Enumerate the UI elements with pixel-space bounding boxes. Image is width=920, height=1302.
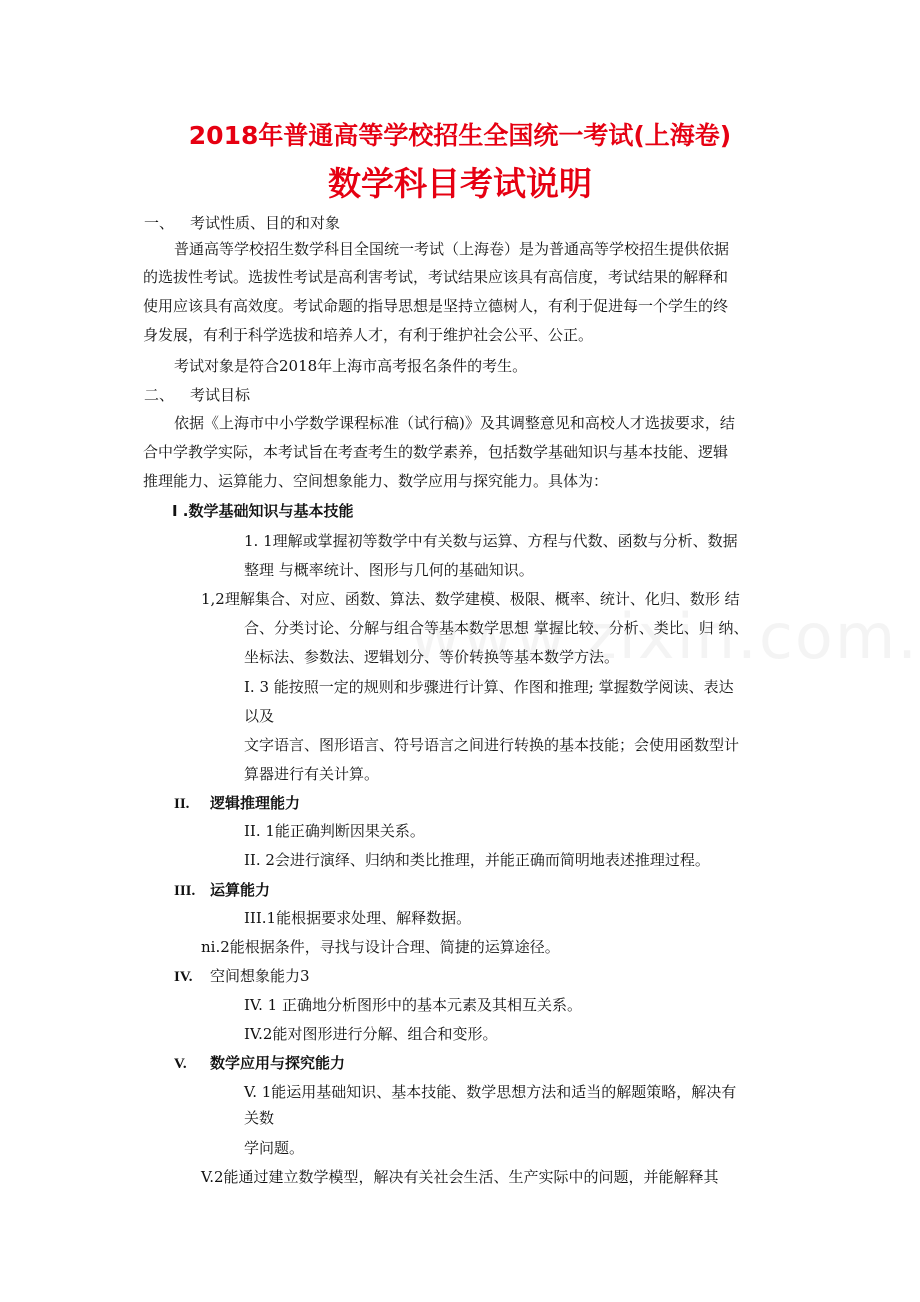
goal-number: IV.	[174, 969, 193, 985]
goal-4-heading	[174, 965, 310, 988]
section-title: 考试目标	[190, 386, 251, 404]
goal-item-line: IV. 1 正确地分析图形中的基本元素及其相互关系。	[244, 996, 582, 1014]
goal-item-line: 文字语言、图形语言、符号语言之间进行转换的基本技能；会使用函数型计	[244, 736, 740, 754]
paragraph-line: 推理能力、运算能力、空间想象能力、数学应用与探究能力。具体为：	[143, 472, 609, 490]
goal-item-line: 算器进行有关计算。	[244, 765, 380, 783]
goal-title: 空间想象能力3	[210, 967, 310, 985]
goal-item-line: 合、分类讨论、分解与组合等基本数学思想 掌握比较、分析、类比、归 纳、	[244, 619, 749, 637]
goal-item-line: II. 1能正确判断因果关系。	[244, 822, 425, 840]
goal-item-line: ni.2能根据条件，寻找与设计合理、简捷的运算途径。	[201, 938, 560, 956]
paragraph-line: 使用应该具有高效度。考试命题的指导思想是坚持立德树人，有利于促进每一个学生的终	[143, 297, 729, 315]
goal-item-line: 关数	[244, 1109, 275, 1127]
paragraph-line: 依据《上海市中小学数学课程标准（试行稿)》及其调整意见和高校人才选拔要求，结	[174, 414, 735, 432]
goal-title: 逻辑推理能力	[210, 794, 301, 812]
section-title: 考试性质、目的和对象	[190, 214, 341, 232]
paragraph-line: 合中学教学实际，本考试旨在考查考生的数学素养，包括数学基础知识与基本技能、逻辑	[143, 443, 729, 461]
goal-title: 运算能力	[210, 881, 271, 899]
goal-item-line: V. 1能运用基础知识、基本技能、数学思想方法和适当的解题策略，解决有	[244, 1083, 737, 1101]
goal-number: V.	[174, 1056, 187, 1072]
paragraph-line: 的选拔性考试。选拔性考试是高利害考试，考试结果应该具有高信度，考试结果的解释和	[143, 268, 729, 286]
goal-3-heading	[174, 879, 270, 902]
paragraph-line: 考试对象是符合2018年上海市高考报名条件的考生。	[174, 357, 528, 375]
goal-2-heading	[174, 792, 300, 815]
goal-item-line: IV.2能对图形进行分解、组合和变形。	[244, 1025, 498, 1043]
goal-item-line: 坐标法、参数法、逻辑划分、等价转换等基本数学方法。	[244, 648, 620, 666]
goal-item-line: 1,2理解集合、对应、函数、算法、数学建模、极限、概率、统计、化归、数形 结	[201, 590, 740, 608]
goal-title: 数学应用与探究能力	[210, 1054, 346, 1072]
goal-item-line: I. 3 能按照一定的规则和步骤进行计算、作图和推理; 掌握数学阅读、表达	[244, 678, 734, 696]
goal-5-heading	[174, 1052, 345, 1075]
paragraph-line: 身发展，有利于科学选拔和培养人才，有利于维护社会公平、公正。	[143, 326, 594, 344]
goal-number: III.	[174, 883, 196, 899]
document-subtitle: 数学科目考试说明	[328, 164, 592, 203]
goal-item-line: V.2能通过建立数学模型，解决有关社会生活、生产实际中的问题，并能解释其	[201, 1168, 719, 1186]
section-2-heading	[144, 384, 250, 406]
goal-item-line: 学问题。	[244, 1139, 305, 1157]
section-number: 二、	[144, 386, 175, 404]
goal-item-line: 整理 与概率统计、图形与几何的基础知识。	[244, 561, 534, 579]
goal-item-line: 以及	[244, 707, 275, 725]
goal-item-line: 1. 1理解或掌握初等数学中有关数与运算、方程与代数、函数与分析、数据	[244, 532, 738, 550]
goal-number: II.	[174, 796, 190, 812]
document-title: 2018年普通高等学校招生全国统一考试(上海卷)	[188, 121, 732, 150]
section-1-heading	[144, 212, 340, 234]
section-number: 一、	[144, 214, 175, 232]
goal-item-line: II. 2会进行演绎、归纳和类比推理，并能正确而简明地表述推理过程。	[244, 851, 710, 869]
paragraph-line: 普通高等学校招生数学科目全国统一考试（上海卷）是为普通高等学校招生提供依据	[174, 240, 730, 258]
goal-item-line: III.1能根据要求处理、解释数据。	[244, 909, 472, 927]
goal-1-heading: I .数学基础知识与基本技能	[172, 502, 354, 520]
